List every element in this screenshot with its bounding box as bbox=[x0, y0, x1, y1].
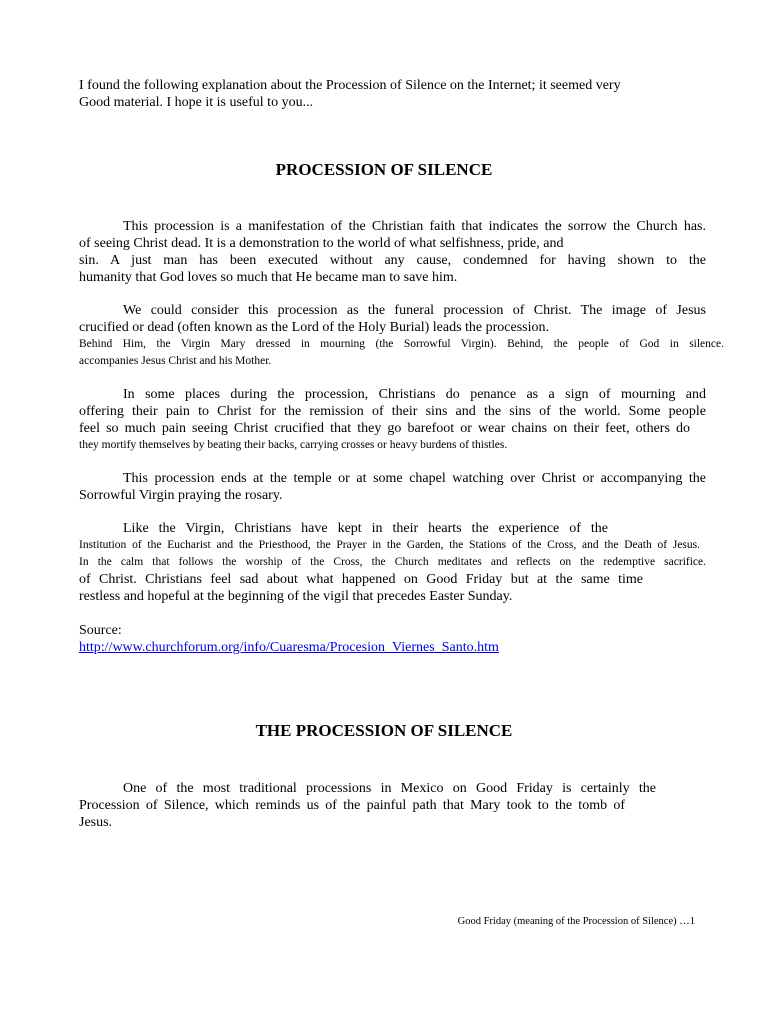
paragraph-line: restless and hopeful at the beginning of the vigil that precedes Easter Sunday. bbox=[79, 589, 513, 604]
paragraph bbox=[79, 302, 724, 370]
paragraph-line: We could consider this procession as the funeral procession of Christ. The image of Jesus bbox=[123, 303, 706, 318]
source-label: Source: bbox=[79, 623, 122, 638]
intro-line: Good material. I hope it is useful to you... bbox=[79, 95, 314, 110]
paragraph-line: of Christ. Christians feel sad about what happened on Good Friday but at the same time bbox=[79, 572, 643, 587]
paragraph bbox=[79, 470, 706, 504]
paragraph bbox=[79, 218, 706, 286]
paragraph-line: This procession ends at the temple or at some chapel watching over Christ or accompanying the bbox=[123, 471, 706, 486]
paragraph bbox=[79, 520, 706, 605]
paragraph bbox=[79, 780, 706, 831]
paragraph-line: One of the most traditional processions in Mexico on Good Friday is certainly the bbox=[123, 781, 656, 796]
paragraph-line: Procession of Silence, which reminds us of the painful path that Mary took to the tomb of bbox=[79, 798, 625, 813]
section-heading-the-procession-of-silence: THE PROCESSION OF SILENCE bbox=[255, 721, 513, 740]
paragraph-line: they mortify themselves by beating their backs, carrying crosses or heavy burdens of thistles. bbox=[79, 439, 508, 451]
paragraph-line: This procession is a manifestation of the Christian faith that indicates the sorrow the Church has. bbox=[123, 219, 706, 234]
paragraph-line: Institution of the Eucharist and the Priesthood, the Prayer in the Garden, the Stations of the Cross, and the Death of Jesus. bbox=[79, 539, 700, 551]
paragraph bbox=[79, 386, 706, 454]
paragraph-line: Jesus. bbox=[79, 815, 113, 830]
paragraph-line: Behind Him, the Virgin Mary dressed in mourning (the Sorrowful Virgin). Behind, the people of God in silence. bbox=[79, 338, 724, 350]
paragraph-line: Like the Virgin, Christians have kept in their hearts the experience of the bbox=[123, 521, 608, 536]
intro-line: I found the following explanation about the Procession of Silence on the Internet; it seemed very bbox=[79, 78, 621, 93]
paragraph-line: offering their pain to Christ for the remission of their sins and the sins of the world. Some people bbox=[79, 404, 706, 419]
section-heading-procession-of-silence: PROCESSION OF SILENCE bbox=[275, 160, 493, 179]
source-block bbox=[79, 622, 706, 656]
source-link[interactable]: http://www.churchforum.org/info/Cuaresma/Procesion_Viernes_Santo.htm bbox=[79, 640, 499, 655]
paragraph-line: of seeing Christ dead. It is a demonstration to the world of what selfishness, pride, and bbox=[79, 236, 564, 251]
paragraph-line: sin. A just man has been executed without any cause, condemned for having shown to the bbox=[79, 253, 706, 268]
paragraph-line: crucified or dead (often known as the Lord of the Holy Burial) leads the procession. bbox=[79, 320, 550, 335]
paragraph-line: accompanies Jesus Christ and his Mother. bbox=[79, 355, 272, 367]
page-footer: Good Friday (meaning of the Procession of Silence) …1 bbox=[457, 916, 695, 927]
paragraph-line: humanity that God loves so much that He became man to save him. bbox=[79, 270, 458, 285]
paragraph-line: feel so much pain seeing Christ crucified that they go barefoot or wear chains on their feet, others do bbox=[79, 421, 690, 436]
paragraph-line: In the calm that follows the worship of the Cross, the Church meditates and reflects on the redemptive sacrifice. bbox=[79, 556, 706, 568]
paragraph-line: Sorrowful Virgin praying the rosary. bbox=[79, 488, 283, 503]
intro-paragraph bbox=[79, 77, 706, 111]
paragraph-line: In some places during the procession, Christians do penance as a sign of mourning and bbox=[123, 387, 706, 402]
